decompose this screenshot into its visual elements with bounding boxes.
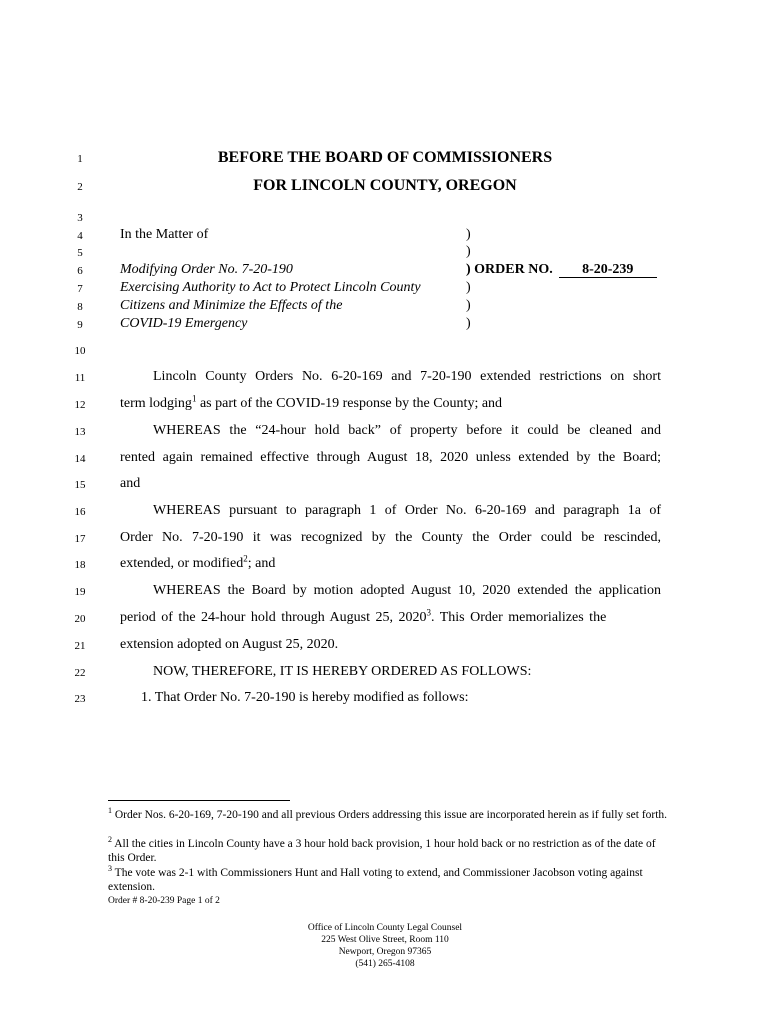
- body-paragraph-line: rented again remained effective through August 18, 2020 unless extended by the Board;: [120, 450, 661, 465]
- body-paragraph-line: WHEREAS the Board by motion adopted August 10, 2020 extended the application: [153, 583, 661, 598]
- body-paragraph-line: Order No. 7-20-190 it was recognized by the County the Order could be rescinded,: [120, 530, 661, 545]
- line-number: 4: [77, 230, 83, 242]
- line-number: 14: [74, 453, 86, 465]
- body-paragraph-line: extension adopted on August 25, 2020.: [120, 637, 339, 652]
- caption-paren: ): [466, 316, 471, 331]
- caption-paren: ): [466, 244, 471, 259]
- footnote: $^2$ All the cities in Lincoln County have a 3 hour hold back provision, 1 hour hold back or no restriction as of the date of this Order.: [108, 835, 656, 864]
- line-number: 2: [77, 181, 83, 193]
- body-paragraph-line: Lincoln County Orders No. 6-20-169 and 7-20-190 extended restrictions on short: [153, 369, 661, 384]
- order-number-field: [466, 262, 657, 278]
- order-number: 8-20-239: [559, 263, 657, 278]
- line-number: 6: [77, 265, 83, 277]
- caption-paren: ): [466, 280, 471, 295]
- body-paragraph-line: WHEREAS pursuant to paragraph 1 of Order No. 6-20-169 and paragraph 1a of: [153, 503, 661, 518]
- line-number: 1: [77, 153, 83, 165]
- office-phone: (541) 265-4108: [355, 959, 415, 969]
- caption-paren: ): [466, 298, 471, 313]
- line-number: 11: [74, 372, 86, 384]
- caption-line: Citizens and Minimize the Effects of the: [120, 298, 343, 313]
- line-number: 18: [74, 559, 86, 571]
- body-paragraph-line: WHEREAS the “24-hour hold back” of property before it could be cleaned and: [153, 423, 661, 438]
- line-number: 16: [74, 506, 86, 518]
- line-number: 22: [74, 667, 86, 679]
- ordered-heading: NOW, THEREFORE, IT IS HEREBY ORDERED AS FOLLOWS:: [153, 664, 532, 679]
- line-number: 10: [74, 345, 86, 357]
- body-paragraph-line: extended, or modified$^2$; and: [120, 553, 276, 571]
- document-title-line2: FOR LINCOLN COUNTY, OREGON: [253, 177, 517, 194]
- order-label: ) ORDER NO.: [466, 262, 553, 277]
- caption-line: Modifying Order No. 7-20-190: [120, 262, 293, 277]
- footnote-ref: 1: [191, 393, 197, 404]
- footnote: $^3$ The vote was 2-1 with Commissioners Hunt and Hall voting to extend, and Commissioner Jacobson voting against extension.: [108, 864, 643, 893]
- body-paragraph-line: and: [120, 476, 141, 491]
- line-number: 7: [77, 283, 83, 295]
- line-number: 17: [74, 533, 86, 545]
- footnote: $^1$ Order Nos. 6-20-169, 7-20-190 and all previous Orders addressing this issue are incorporated herein as if fully set forth.: [108, 806, 668, 821]
- caption-line: Exercising Authority to Act to Protect Lincoln County: [120, 280, 421, 295]
- line-number: 19: [74, 586, 86, 598]
- caption-paren: ): [466, 227, 471, 242]
- line-number: 21: [74, 640, 86, 652]
- footnote-ref: 2: [243, 553, 248, 564]
- line-number: 13: [74, 426, 86, 438]
- line-number: 23: [74, 693, 86, 705]
- line-number: 3: [77, 212, 83, 224]
- office-city: Newport, Oregon 97365: [338, 947, 432, 957]
- line-number: 9: [77, 319, 83, 331]
- caption-in-the-matter: In the Matter of: [120, 227, 209, 242]
- line-number: 8: [77, 301, 83, 313]
- document-title-line1: BEFORE THE BOARD OF COMMISSIONERS: [217, 149, 553, 166]
- line-number: 5: [77, 247, 83, 259]
- footnote-divider: [108, 800, 290, 801]
- footnote-ref: 3: [426, 607, 431, 618]
- body-paragraph-line: term lodging$^1$ as part of the COVID-19 response by the County; and: [120, 393, 503, 411]
- office-name: Office of Lincoln County Legal Counsel: [307, 923, 463, 933]
- body-paragraph-line: period of the 24-hour hold through August 25, 2020$^3$. This Order memorializes the: [120, 607, 607, 625]
- caption-line: COVID-19 Emergency: [120, 316, 248, 331]
- line-number: 12: [74, 399, 86, 411]
- line-number: 15: [74, 479, 86, 491]
- line-number: 20: [74, 613, 86, 625]
- office-address: 225 West Olive Street, Room 110: [321, 935, 449, 945]
- order-item-1: 1. That Order No. 7-20-190 is hereby modified as follows:: [141, 690, 469, 705]
- page-footer-ref: Order # 8-20-239 Page 1 of 2: [108, 896, 220, 906]
